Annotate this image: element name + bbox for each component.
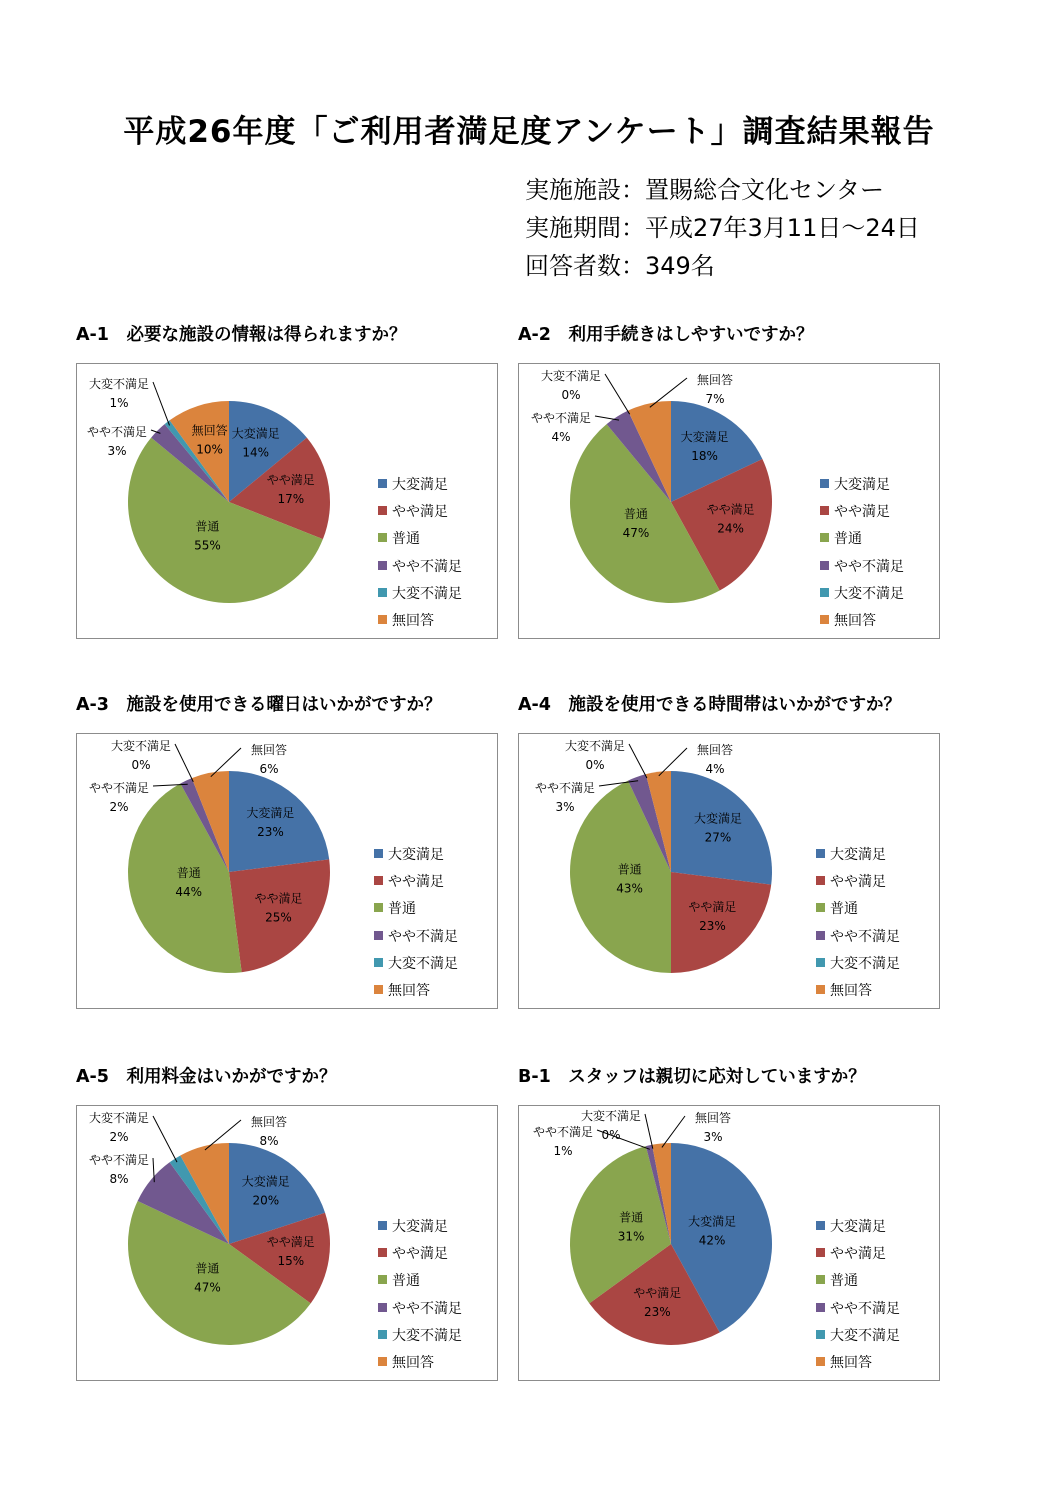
slice-name-label: やや不満足 — [86, 425, 148, 439]
legend-label: 大変不満足 — [830, 1327, 900, 1344]
legend — [816, 1218, 900, 1381]
legend-swatch — [816, 1330, 825, 1339]
slice-name-label: 無回答 — [696, 743, 734, 757]
slice-name-label: やや満足 — [254, 891, 303, 906]
slice-name-label: 普通 — [619, 1210, 644, 1225]
slice-value-label: 20% — [252, 1193, 280, 1208]
legend-label: 普通 — [392, 531, 420, 548]
legend-item — [816, 1245, 900, 1272]
legend-item — [378, 1327, 462, 1354]
chart-frame — [518, 1105, 940, 1381]
leader-line — [645, 1114, 653, 1149]
legend-label: 無回答 — [388, 982, 430, 999]
legend-label: やや不満足 — [392, 558, 462, 575]
slice-name-label: 大変満足 — [246, 806, 295, 820]
slice-name-label: 普通 — [195, 1261, 220, 1276]
slice-value-label: 2% — [109, 1130, 129, 1144]
legend-item — [816, 1327, 900, 1354]
chart-title: A-3 施設を使用できる曜日はいかがですか？ — [76, 695, 442, 715]
slice-value-label: 42% — [698, 1233, 726, 1248]
legend-swatch — [374, 985, 383, 994]
legend-item — [816, 928, 900, 955]
legend-swatch — [378, 506, 387, 515]
legend-item — [378, 1300, 462, 1327]
legend-item — [378, 1245, 462, 1272]
slice-value-label: 10% — [196, 442, 223, 457]
legend-swatch — [378, 533, 387, 542]
slice-name-label: 大変満足 — [231, 426, 280, 441]
slice-value-label: 6% — [259, 762, 279, 776]
legend-label: やや満足 — [392, 504, 448, 521]
legend-item — [378, 530, 462, 557]
legend-item — [374, 873, 458, 900]
slice-value-label: 3% — [703, 1130, 723, 1144]
legend — [816, 846, 900, 1009]
legend-label: やや満足 — [830, 874, 886, 891]
legend-label: 普通 — [388, 901, 416, 918]
legend-item — [820, 476, 904, 503]
slice-value-label: 23% — [643, 1305, 671, 1320]
slice-name-label: 大変不満足 — [88, 377, 150, 391]
legend — [378, 476, 462, 639]
slice-value-label: 31% — [617, 1229, 645, 1244]
slice-name-label: 大変不満足 — [88, 1111, 150, 1125]
legend-label: やや不満足 — [834, 558, 904, 575]
legend-label: 無回答 — [830, 982, 872, 999]
legend-swatch — [820, 479, 829, 488]
legend — [378, 1218, 462, 1381]
legend-item — [820, 558, 904, 585]
legend-item — [816, 955, 900, 982]
slice-name-label: 大変不満足 — [110, 739, 172, 753]
slice-value-label: 43% — [616, 881, 643, 896]
slice-name-label: 大変満足 — [241, 1174, 290, 1189]
slice-value-label: 8% — [259, 1134, 279, 1148]
slice-name-label: やや不満足 — [534, 781, 596, 795]
legend-item — [378, 1218, 462, 1245]
pie-slice — [229, 771, 329, 872]
legend-swatch — [374, 903, 383, 912]
legend-swatch — [816, 1303, 825, 1312]
legend-label: やや不満足 — [392, 1300, 462, 1317]
legend-swatch — [374, 958, 383, 967]
legend-label: 大変不満足 — [834, 585, 904, 602]
leader-line — [662, 1116, 685, 1147]
slice-value-label: 18% — [691, 449, 718, 464]
legend-item — [374, 928, 458, 955]
chart-title: B-1 スタッフは親切に応対していますか？ — [518, 1067, 866, 1087]
legend-label: やや不満足 — [830, 1300, 900, 1317]
legend-swatch — [816, 958, 825, 967]
slice-name-label: 大変不満足 — [580, 1109, 642, 1123]
legend-swatch — [820, 533, 829, 542]
legend-item — [374, 900, 458, 927]
slice-name-label: やや不満足 — [88, 1153, 150, 1167]
legend-label: 大変満足 — [830, 1219, 886, 1235]
slice-value-label: 23% — [257, 825, 284, 839]
legend-label: 大変満足 — [392, 1219, 448, 1235]
legend-label: 大変満足 — [388, 847, 444, 863]
legend-item — [820, 530, 904, 557]
slice-name-label: 大変不満足 — [540, 369, 602, 383]
legend-label: 普通 — [392, 1273, 420, 1290]
legend-swatch — [816, 985, 825, 994]
chart-title: A-1 必要な施設の情報は得られますか？ — [76, 325, 407, 345]
chart-frame — [518, 733, 940, 1009]
legend-label: やや不満足 — [388, 928, 458, 945]
legend-label: やや満足 — [388, 874, 444, 891]
legend-item — [378, 503, 462, 530]
slice-value-label: 0% — [131, 758, 151, 772]
slice-name-label: 無回答 — [696, 373, 734, 387]
slice-value-label: 4% — [705, 762, 725, 776]
legend-swatch — [378, 479, 387, 488]
slice-value-label: 24% — [717, 521, 744, 536]
leader-line — [629, 744, 647, 778]
legend-swatch — [820, 506, 829, 515]
slice-value-label: 4% — [551, 430, 571, 444]
legend-swatch — [378, 1275, 387, 1284]
slice-value-label: 0% — [561, 388, 581, 402]
legend-swatch — [816, 849, 825, 858]
chart-frame — [76, 363, 498, 639]
slice-name-label: やや満足 — [266, 1234, 315, 1249]
slice-value-label: 23% — [699, 919, 726, 933]
leader-line — [153, 1116, 177, 1162]
legend-swatch — [816, 1221, 825, 1230]
legend-label: やや満足 — [392, 1246, 448, 1263]
legend-swatch — [378, 615, 387, 624]
survey-period: 実施期間：平成27年3月11日～24日 — [525, 214, 920, 242]
legend-item — [374, 846, 458, 873]
slice-name-label: 大変満足 — [680, 430, 729, 445]
legend-item — [816, 873, 900, 900]
legend-item — [374, 982, 458, 1009]
legend-label: 無回答 — [392, 612, 434, 629]
legend-label: 大変満足 — [830, 847, 886, 863]
legend-label: 大変不満足 — [392, 585, 462, 602]
legend-swatch — [374, 876, 383, 885]
slice-name-label: 大変満足 — [688, 1214, 737, 1229]
slice-name-label: 普通 — [195, 519, 220, 534]
slice-value-label: 25% — [265, 910, 292, 925]
chart-frame — [76, 733, 498, 1009]
chart-title: A-5 利用料金はいかがですか？ — [76, 1067, 337, 1087]
chart-frame — [518, 363, 940, 639]
chart-title: A-4 施設を使用できる時間帯はいかがですか？ — [518, 695, 901, 715]
legend-label: 大変不満足 — [388, 955, 458, 972]
legend-swatch — [374, 849, 383, 858]
slice-value-label: 27% — [704, 830, 732, 845]
legend-label: 無回答 — [392, 1354, 434, 1371]
legend-label: 大変不満足 — [830, 955, 900, 972]
legend-item — [820, 503, 904, 530]
legend-swatch — [820, 615, 829, 624]
chart-frame — [76, 1105, 498, 1381]
legend-item — [378, 1354, 462, 1381]
slice-value-label: 2% — [109, 800, 129, 814]
legend-swatch — [816, 1248, 825, 1257]
legend-swatch — [816, 1275, 825, 1284]
legend-swatch — [378, 1221, 387, 1230]
slice-value-label: 7% — [705, 392, 725, 406]
slice-value-label: 0% — [585, 758, 605, 772]
legend — [374, 846, 458, 1009]
legend-label: 大変不満足 — [392, 1327, 462, 1344]
legend-item — [378, 585, 462, 612]
facility-info: 実施施設：置賜総合文化センター — [525, 176, 885, 204]
legend-swatch — [816, 1357, 825, 1366]
legend-label: 大変満足 — [834, 477, 890, 493]
legend-item — [378, 476, 462, 503]
slice-name-label: 無回答 — [250, 743, 288, 757]
legend-label: 普通 — [830, 901, 858, 918]
legend-item — [816, 1354, 900, 1381]
leader-line — [175, 744, 193, 782]
slice-name-label: 無回答 — [694, 1111, 732, 1125]
slice-value-label: 8% — [109, 1172, 129, 1186]
legend-item — [816, 846, 900, 873]
slice-value-label: 3% — [555, 800, 575, 814]
legend-item — [820, 585, 904, 612]
respondent-count: 回答者数：349名 — [525, 252, 715, 280]
legend-label: やや満足 — [830, 1246, 886, 1263]
legend-swatch — [378, 561, 387, 570]
chart-title: A-2 利用手続きはしやすいですか？ — [518, 325, 814, 345]
legend-swatch — [378, 1303, 387, 1312]
slice-name-label: やや満足 — [688, 900, 737, 914]
legend-swatch — [816, 876, 825, 885]
leader-line — [153, 382, 170, 425]
legend-swatch — [816, 931, 825, 940]
legend — [820, 476, 904, 639]
slice-value-label: 47% — [194, 1280, 221, 1295]
slice-name-label: やや満足 — [706, 502, 755, 517]
legend-swatch — [378, 588, 387, 597]
slice-value-label: 14% — [242, 445, 270, 460]
legend-swatch — [820, 561, 829, 570]
legend-item — [816, 1272, 900, 1299]
slice-name-label: 大変満足 — [693, 811, 743, 826]
leader-line — [605, 374, 630, 414]
legend-item — [378, 558, 462, 585]
legend-label: 無回答 — [830, 1354, 872, 1371]
slice-value-label: 47% — [622, 525, 650, 540]
slice-name-label: 無回答 — [191, 423, 228, 438]
slice-value-label: 0% — [601, 1128, 621, 1142]
legend-swatch — [378, 1357, 387, 1366]
legend-label: 大変満足 — [392, 477, 448, 493]
slice-value-label: 15% — [277, 1253, 305, 1268]
slice-name-label: 無回答 — [250, 1115, 288, 1129]
slice-value-label: 1% — [109, 396, 129, 410]
slice-value-label: 55% — [194, 538, 221, 553]
slice-name-label: 普通 — [176, 866, 201, 881]
legend-item — [816, 1218, 900, 1245]
legend-swatch — [820, 588, 829, 597]
legend-item — [378, 1272, 462, 1299]
slice-name-label: やや不満足 — [532, 1125, 594, 1139]
legend-item — [816, 900, 900, 927]
legend-item — [820, 612, 904, 639]
slice-name-label: やや満足 — [633, 1286, 682, 1301]
slice-value-label: 44% — [175, 885, 203, 900]
legend-item — [816, 1300, 900, 1327]
slice-value-label: 1% — [553, 1144, 573, 1158]
legend-swatch — [378, 1248, 387, 1257]
slice-value-label: 3% — [107, 444, 127, 458]
legend-swatch — [816, 903, 825, 912]
slice-name-label: やや不満足 — [88, 781, 150, 795]
slice-value-label: 17% — [277, 492, 305, 507]
pie-slice — [671, 771, 772, 885]
legend-label: 無回答 — [834, 612, 876, 629]
slice-name-label: 普通 — [617, 862, 642, 877]
slice-name-label: 大変不満足 — [564, 739, 626, 753]
legend-item — [816, 982, 900, 1009]
slice-name-label: やや不満足 — [530, 411, 592, 425]
slice-name-label: やや満足 — [266, 473, 315, 488]
legend-item — [374, 955, 458, 982]
legend-label: やや満足 — [834, 504, 890, 521]
legend-label: 普通 — [830, 1273, 858, 1290]
legend-swatch — [378, 1330, 387, 1339]
legend-label: 普通 — [834, 531, 862, 548]
slice-name-label: 普通 — [623, 506, 648, 521]
legend-label: やや不満足 — [830, 928, 900, 945]
legend-item — [378, 612, 462, 639]
legend-swatch — [374, 931, 383, 940]
page-title: 平成26年度「ご利用者満足度アンケート」調査結果報告 — [123, 114, 935, 150]
